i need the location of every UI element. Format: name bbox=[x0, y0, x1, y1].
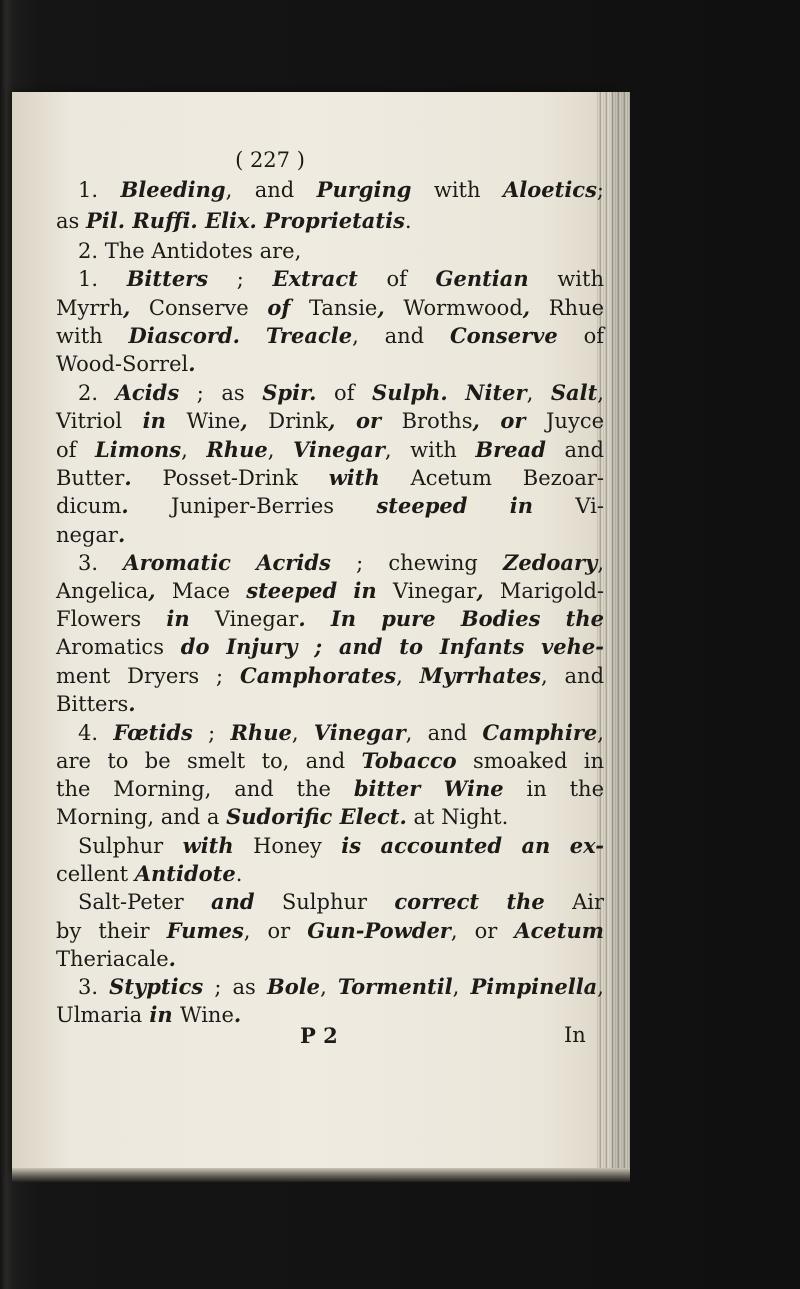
text-run: Vinegar bbox=[392, 579, 477, 603]
text-run: dicum bbox=[56, 494, 122, 518]
text-line bbox=[78, 973, 604, 1001]
italic-term: do Injury ; and to Infants vehe- bbox=[163, 634, 604, 659]
text-run: , and bbox=[405, 721, 483, 745]
italic-term: correct the bbox=[367, 889, 573, 914]
text-run: cellent bbox=[56, 862, 135, 886]
italic-term: Sudorific Elect. bbox=[226, 804, 407, 829]
text-run: Sulphur bbox=[281, 890, 368, 914]
text-line bbox=[56, 577, 604, 605]
text-run: of bbox=[557, 324, 605, 348]
italic-term: Rhue bbox=[206, 437, 268, 462]
text-run: Morning, and a bbox=[56, 805, 227, 829]
text-line bbox=[56, 350, 604, 378]
italic-term: and bbox=[183, 889, 282, 914]
text-run: , bbox=[597, 381, 604, 405]
italic-term: , or bbox=[472, 408, 547, 433]
italic-term: Vinegar bbox=[293, 437, 385, 462]
text-run: 1. bbox=[78, 267, 127, 291]
text-run: Vinegar bbox=[214, 607, 299, 631]
text-run: Broths bbox=[401, 409, 473, 433]
text-run: Vi- bbox=[575, 494, 604, 518]
italic-term: in bbox=[142, 1002, 180, 1027]
italic-term: Bleeding bbox=[120, 177, 226, 202]
text-line bbox=[56, 803, 604, 831]
text-line bbox=[56, 945, 604, 973]
text-line bbox=[56, 605, 604, 633]
italic-term: , bbox=[476, 578, 500, 603]
italic-term: Antidote bbox=[134, 861, 236, 886]
italic-term: Aromatic bbox=[123, 550, 231, 575]
italic-term: in bbox=[141, 606, 215, 631]
text-run: Bezoar- bbox=[522, 466, 605, 490]
text-line bbox=[56, 747, 604, 775]
italic-term: of bbox=[248, 295, 310, 320]
text-run: Posset-Drink bbox=[162, 466, 298, 490]
italic-term: Fumes bbox=[166, 918, 244, 943]
italic-term bbox=[492, 465, 523, 490]
text-run: Air bbox=[572, 890, 604, 914]
italic-term: Pimpinella bbox=[470, 974, 598, 999]
italic-term: . bbox=[117, 522, 126, 547]
text-run: , bbox=[597, 551, 604, 575]
text-run: Wine bbox=[180, 1003, 234, 1027]
text-run: 3. bbox=[78, 975, 110, 999]
text-line bbox=[78, 176, 604, 204]
text-run: smoaked in bbox=[456, 749, 604, 773]
italic-term: Sulph. bbox=[372, 380, 448, 405]
text-run: . bbox=[235, 862, 243, 886]
text-run: ; as bbox=[203, 975, 267, 999]
text-run: of bbox=[357, 267, 436, 291]
text-run: Wormwood bbox=[403, 296, 523, 320]
text-run: Angelica bbox=[56, 579, 149, 603]
text-line bbox=[78, 832, 604, 860]
italic-term: Diascord. bbox=[128, 323, 240, 348]
text-line bbox=[56, 436, 604, 464]
text-run: Ulmaria bbox=[56, 1003, 143, 1027]
italic-term: Bitters bbox=[126, 266, 209, 291]
italic-term: . bbox=[128, 691, 136, 716]
text-run: ; bbox=[208, 267, 273, 291]
text-line bbox=[56, 860, 604, 888]
text-line bbox=[56, 492, 604, 520]
italic-term: Camphire bbox=[482, 720, 598, 745]
italic-term: , bbox=[240, 408, 269, 433]
text-line bbox=[78, 549, 604, 577]
italic-term: steeped in bbox=[230, 578, 393, 603]
text-run: Juniper-Berries bbox=[171, 494, 335, 518]
text-run: of bbox=[316, 381, 373, 405]
italic-term: Pil. Ruffi. Elix. Proprietatis bbox=[85, 208, 405, 233]
italic-term: Gentian bbox=[435, 266, 529, 291]
text-line bbox=[78, 237, 604, 265]
text-run: , bbox=[597, 975, 604, 999]
text-run: of bbox=[56, 438, 96, 462]
text-run: and bbox=[545, 438, 604, 462]
text-run: , bbox=[291, 721, 314, 745]
text-run: Conserve bbox=[148, 296, 249, 320]
italic-term: Zedoary bbox=[503, 550, 598, 575]
text-line bbox=[78, 719, 604, 747]
text-run: Rhue bbox=[548, 296, 605, 320]
text-run: with bbox=[411, 178, 503, 202]
text-line bbox=[56, 662, 604, 690]
text-run: ; bbox=[596, 178, 604, 202]
text-run: ment Dryers ; bbox=[56, 664, 240, 688]
text-run: , bbox=[267, 438, 293, 462]
italic-term: with bbox=[297, 465, 411, 490]
italic-term: , bbox=[377, 295, 404, 320]
text-run: Vitriol bbox=[56, 409, 123, 433]
italic-term: Treacle bbox=[265, 323, 353, 348]
italic-term: Styptics bbox=[109, 974, 204, 999]
text-run: , bbox=[320, 975, 338, 999]
text-run bbox=[448, 381, 466, 405]
italic-term: bitter Wine bbox=[353, 776, 504, 801]
text-run: Drink bbox=[268, 409, 329, 433]
italic-term: Tobacco bbox=[361, 748, 457, 773]
italic-term: Bread bbox=[475, 437, 546, 462]
text-line bbox=[56, 521, 604, 549]
italic-term: Acetum bbox=[514, 918, 604, 943]
text-run: 1. bbox=[78, 178, 121, 202]
italic-term: with bbox=[163, 833, 254, 858]
italic-term: Purging bbox=[316, 177, 412, 202]
text-line bbox=[56, 917, 604, 945]
italic-term: , bbox=[148, 578, 172, 603]
italic-term: steeped in bbox=[334, 493, 576, 518]
italic-term: Spir. bbox=[262, 380, 317, 405]
italic-term: . bbox=[121, 493, 172, 518]
text-run: 2. bbox=[78, 381, 116, 405]
italic-term: . bbox=[233, 1002, 242, 1027]
text-run: with bbox=[56, 324, 129, 348]
italic-term: . bbox=[168, 946, 176, 971]
text-run: in the bbox=[503, 777, 604, 801]
text-run: ; bbox=[192, 721, 231, 745]
italic-term: , or bbox=[328, 408, 402, 433]
text-run: Aromatics bbox=[56, 635, 164, 659]
italic-term: . In pure Bodies the bbox=[298, 606, 604, 631]
text-run: Acetum bbox=[410, 466, 492, 490]
text-run: Wine bbox=[186, 409, 241, 433]
text-run: , bbox=[597, 721, 604, 745]
text-run bbox=[231, 551, 256, 575]
italic-term: Tormentil bbox=[337, 974, 453, 999]
italic-term: Conserve bbox=[449, 323, 558, 348]
italic-term: Fœtids bbox=[113, 720, 193, 745]
text-line bbox=[56, 775, 604, 803]
text-run: ; as bbox=[179, 381, 263, 405]
text-run: , and bbox=[225, 178, 317, 202]
text-line bbox=[78, 379, 604, 407]
text-run: 3. bbox=[78, 551, 124, 575]
italic-term: is accounted an ex- bbox=[321, 833, 604, 858]
text-run: . bbox=[404, 209, 412, 233]
text-run: Marigold- bbox=[499, 579, 605, 603]
italic-term: Gun-Powder bbox=[307, 918, 451, 943]
text-run: as bbox=[56, 209, 86, 233]
catchword: In bbox=[564, 1023, 586, 1047]
text-run: , bbox=[181, 438, 207, 462]
text-run: , and bbox=[352, 324, 450, 348]
text-run: ; chewing bbox=[330, 551, 504, 575]
text-line bbox=[56, 464, 604, 492]
text-line bbox=[78, 888, 604, 916]
text-run: Bitters bbox=[56, 692, 129, 716]
italic-term: Bole bbox=[266, 974, 321, 999]
signature-mark: P 2 bbox=[300, 1023, 338, 1048]
text-run: 4. bbox=[78, 721, 114, 745]
text-run: Flowers bbox=[56, 607, 142, 631]
text-line bbox=[56, 690, 604, 718]
text-line bbox=[56, 322, 604, 350]
text-line bbox=[56, 633, 604, 661]
page-number-header: ( 227 ) bbox=[235, 148, 305, 172]
italic-term: Limons bbox=[95, 437, 182, 462]
italic-term: Vinegar bbox=[313, 720, 406, 745]
italic-term: Rhue bbox=[230, 720, 292, 745]
italic-term: . bbox=[124, 465, 163, 490]
text-line bbox=[56, 407, 604, 435]
text-line bbox=[78, 265, 604, 293]
italic-term: Extract bbox=[272, 266, 358, 291]
text-run: Juyce bbox=[546, 409, 605, 433]
italic-term: Salt bbox=[550, 380, 598, 405]
italic-term: Camphorates bbox=[240, 663, 397, 688]
text-run: , and bbox=[540, 664, 605, 688]
italic-term: Aloetics bbox=[502, 177, 597, 202]
text-run: Butter bbox=[56, 466, 125, 490]
italic-term: , bbox=[522, 295, 549, 320]
italic-term: in bbox=[122, 408, 187, 433]
text-run: Sulphur bbox=[78, 834, 164, 858]
italic-term: Acrids bbox=[256, 550, 331, 575]
text-run: at Night. bbox=[406, 805, 509, 829]
italic-term: Acids bbox=[115, 380, 180, 405]
text-run: negar bbox=[56, 523, 118, 547]
text-run: Tansie bbox=[309, 296, 378, 320]
text-run: , or bbox=[243, 919, 308, 943]
text-run: Myrrh bbox=[56, 296, 123, 320]
text-run: Wood-Sorrel bbox=[56, 352, 189, 376]
text-line bbox=[56, 207, 604, 235]
text-run: , bbox=[526, 381, 551, 405]
text-run: Salt-Peter bbox=[78, 890, 184, 914]
text-run: Honey bbox=[253, 834, 322, 858]
text-run: by their bbox=[56, 919, 167, 943]
text-line bbox=[56, 294, 604, 322]
text-run: 2. The Antidotes are, bbox=[78, 239, 302, 263]
text-run bbox=[240, 324, 266, 348]
text-run: , with bbox=[384, 438, 476, 462]
text-run: are to be smelt to, and bbox=[56, 749, 362, 773]
text-run: , bbox=[452, 975, 471, 999]
text-run: the Morning, and the bbox=[56, 777, 354, 801]
italic-term: Myrrhates bbox=[419, 663, 541, 688]
text-run: Mace bbox=[171, 579, 231, 603]
text-run: , bbox=[396, 664, 420, 688]
italic-term: Niter bbox=[465, 380, 527, 405]
italic-term: . bbox=[188, 351, 196, 376]
text-run: Theriacale bbox=[56, 947, 169, 971]
text-run: with bbox=[528, 267, 604, 291]
text-run: , or bbox=[450, 919, 515, 943]
italic-term: , bbox=[122, 295, 149, 320]
